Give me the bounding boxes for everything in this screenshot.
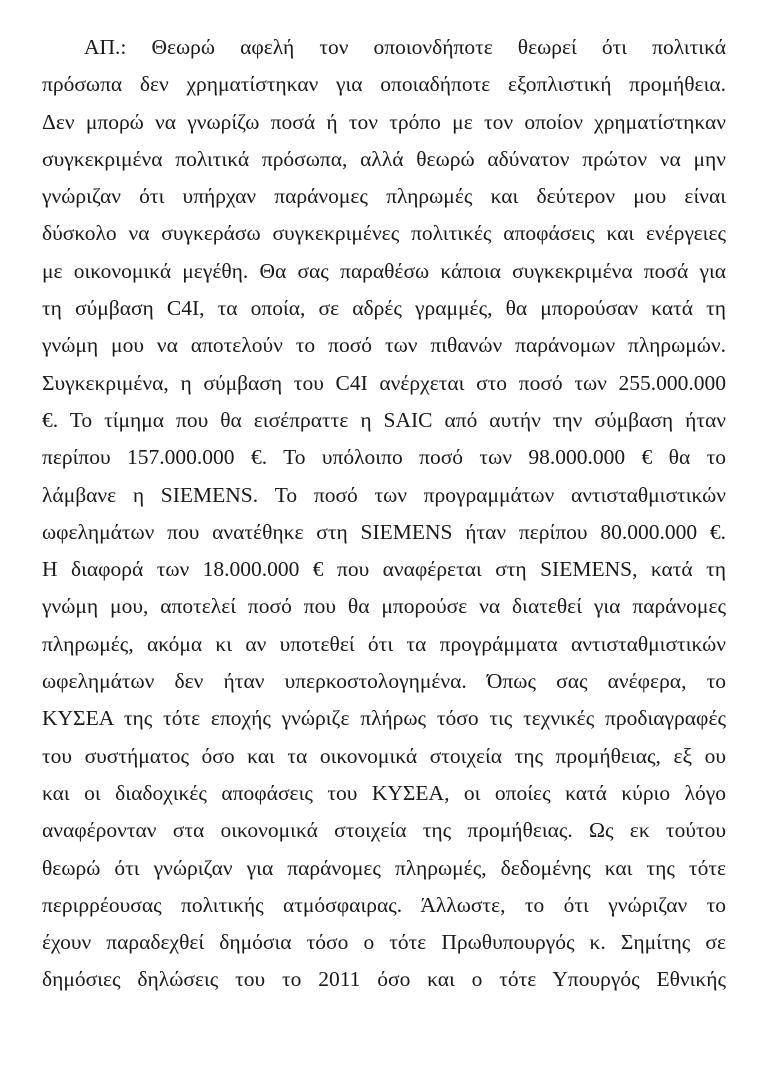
text-line: €. Το τίμημα που θα εισέπραττε η SAIC από αυτήν την σύμβαση ήταν: [42, 407, 726, 432]
text-line: γνώμη μου, αποτελεί ποσό που θα μπορούσε να διατεθεί για παράνομες: [42, 594, 726, 619]
text-line: ΑΠ.: Θεωρώ αφελή τον οποιονδήποτε θεωρεί ότι πολιτικά: [84, 35, 726, 59]
text-line: δύσκολο να συγκεράσω συγκεκριμένες πολιτικές αποφάσεις και ενέργειες: [42, 221, 726, 246]
text-line: πληρωμές, ακόμα κι αν υποτεθεί ότι τα προγράμματα αντισταθμιστικών: [42, 631, 726, 656]
text-line: Δεν μπορώ να γνωρίζω ποσά ή τον τρόπο με τον οποίον χρηματίστηκαν: [42, 109, 726, 134]
text-line: γνώμη μου να αποτελούν το ποσό των πιθανών παράνομων πληρωμών.: [42, 333, 726, 358]
text-line: Συγκεκριμένα, η σύμβαση του C4I ανέρχεται στο ποσό των 255.000.000: [42, 370, 726, 395]
text-line: συγκεκριμένα πολιτικά πρόσωπα, αλλά θεωρώ αδύνατον πρώτον να μην: [42, 146, 726, 171]
text-line: έχουν παραδεχθεί δημόσια τόσο ο τότε Πρωθυπουργός κ. Σημίτης σε: [42, 930, 726, 955]
paragraph-text: [42, 29, 726, 999]
text-line: λάμβανε η SIEMENS. Το ποσό των προγραμμάτων αντισταθμιστικών: [42, 482, 726, 507]
text-line: Η διαφορά των 18.000.000 € που αναφέρεται στη SIEMENS, κατά τη: [42, 557, 726, 582]
text-line: πρόσωπα δεν χρηματίστηκαν για οποιαδήποτε εξοπλιστική προμήθεια.: [42, 72, 726, 97]
text-line: περιρρέουσας πολιτικής ατμόσφαιρας. Άλλωστε, το ότι γνώριζαν το: [42, 892, 726, 917]
text-line: ΚΥΣΕΑ της τότε εποχής γνώριζε πλήρως τόσο τις τεχνικές προδιαγραφές: [42, 706, 726, 731]
text-line: θεωρώ ότι γνώριζαν για παράνομες πληρωμές, δεδομένης και της τότε: [42, 855, 726, 880]
text-line: ωφελημάτων δεν ήταν υπερκοστολογημένα. Όπως σας ανέφερα, το: [42, 669, 726, 694]
text-line: του συστήματος όσο και τα οικονομικά στοιχεία της προμήθειας, εξ ου: [42, 743, 726, 768]
text-line: περίπου 157.000.000 €. Το υπόλοιπο ποσό των 98.000.000 € θα το: [42, 445, 726, 470]
text-line: γνώριζαν ότι υπήρχαν παράνομες πληρωμές και δεύτερον μου είναι: [42, 184, 726, 209]
text-line: και οι διαδοχικές αποφάσεις του ΚΥΣΕΑ, οι οποίες κατά κύριο λόγο: [42, 780, 726, 805]
text-line: δημόσιες δηλώσεις του το 2011 όσο και ο τότε Υπουργός Εθνικής: [42, 967, 726, 992]
text-line: τη σύμβαση C4I, τα οποία, σε αδρές γραμμές, θα μπορούσαν κατά τη: [42, 296, 726, 321]
text-line: αναφέρονταν στα οικονομικά στοιχεία της προμήθειας. Ως εκ τούτου: [42, 818, 726, 843]
text-line: με οικονομικά μεγέθη. Θα σας παραθέσω κάποια συγκεκριμένα ποσά για: [42, 258, 726, 283]
text-line: ωφελημάτων που ανατέθηκε στη SIEMENS ήταν περίπου 80.000.000 €.: [42, 519, 726, 544]
